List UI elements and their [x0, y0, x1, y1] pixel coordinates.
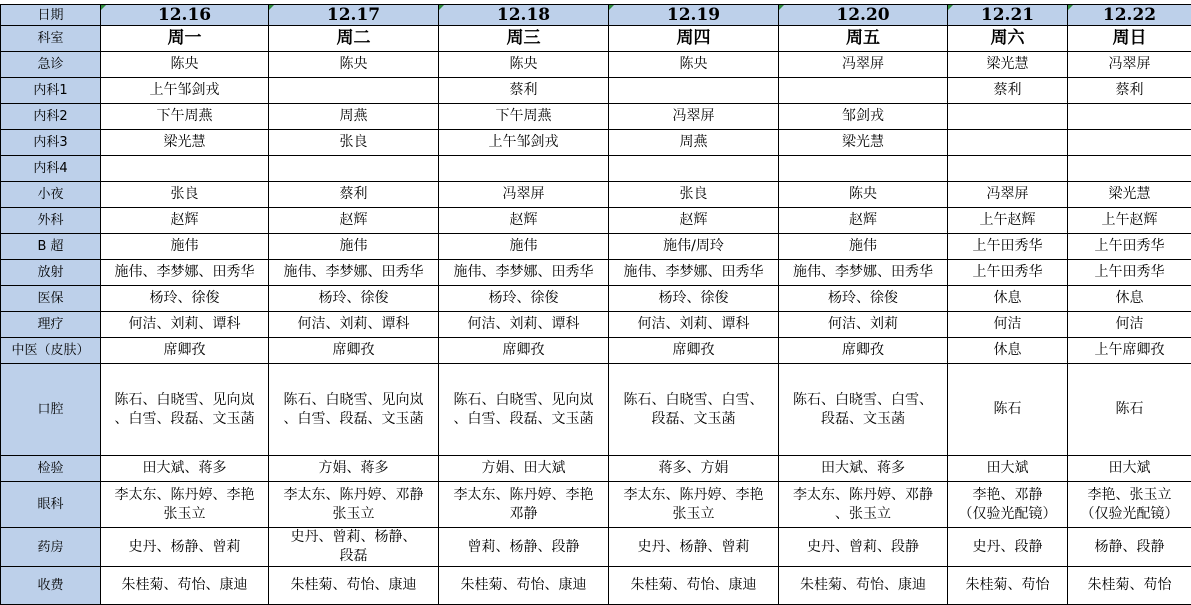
- table-row: [1, 338, 1191, 364]
- dept-label: 理疗: [1, 312, 101, 338]
- schedule-cell[interactable]: 赵辉: [609, 208, 779, 234]
- table-row: [1, 208, 1191, 234]
- table-row: [1, 52, 1191, 78]
- schedule-cell[interactable]: 朱桂菊、苟怡、康迪: [101, 567, 269, 605]
- schedule-cell[interactable]: 田大斌、蒋多: [101, 456, 269, 482]
- weekday-cell[interactable]: 周六: [948, 26, 1068, 52]
- schedule-cell[interactable]: 蔡利: [1068, 78, 1191, 104]
- schedule-cell[interactable]: 施伟: [779, 234, 948, 260]
- dept-header-label: 科室: [1, 26, 101, 52]
- table-row: [1, 482, 1191, 528]
- schedule-cell[interactable]: 陈石: [948, 364, 1068, 456]
- schedule-cell[interactable]: 上午田秀华: [948, 260, 1068, 286]
- schedule-cell[interactable]: 杨玲、徐俊: [609, 286, 779, 312]
- schedule-cell[interactable]: [779, 78, 948, 104]
- schedule-cell[interactable]: 方娟、蒋多: [269, 456, 439, 482]
- table-row: [1, 130, 1191, 156]
- schedule-cell[interactable]: 杨玲、徐俊: [269, 286, 439, 312]
- schedule-cell[interactable]: 史丹、曾莉、段静: [779, 528, 948, 567]
- dept-label: 小夜: [1, 182, 101, 208]
- schedule-cell[interactable]: 陈央: [101, 52, 269, 78]
- schedule-cell[interactable]: 席卿孜: [609, 338, 779, 364]
- weekday-cell[interactable]: 周三: [439, 26, 609, 52]
- schedule-cell[interactable]: 冯翠屏: [439, 182, 609, 208]
- schedule-cell[interactable]: 休息: [948, 338, 1068, 364]
- weekday-header-row: [1, 26, 1191, 52]
- schedule-cell[interactable]: 陈石: [1068, 364, 1191, 456]
- schedule-cell[interactable]: 蔡利: [269, 182, 439, 208]
- schedule-cell[interactable]: 朱桂菊、苟怡: [948, 567, 1068, 605]
- schedule-cell[interactable]: 李太东、陈丹婷、邓静 、张玉立: [779, 482, 948, 528]
- schedule-cell[interactable]: 席卿孜: [779, 338, 948, 364]
- schedule-cell[interactable]: 张良: [609, 182, 779, 208]
- schedule-cell[interactable]: 施伟、李梦娜、田秀华: [439, 260, 609, 286]
- schedule-table: [0, 4, 1191, 605]
- table-row: [1, 286, 1191, 312]
- date-cell[interactable]: 12.19: [609, 5, 779, 26]
- schedule-cell[interactable]: 施伟/周玲: [609, 234, 779, 260]
- dept-label: B 超: [1, 234, 101, 260]
- date-cell[interactable]: 12.22: [1068, 5, 1191, 26]
- schedule-cell[interactable]: 施伟、李梦娜、田秀华: [101, 260, 269, 286]
- schedule-cell[interactable]: 休息: [1068, 286, 1191, 312]
- schedule-cell[interactable]: 何洁: [1068, 312, 1191, 338]
- schedule-cell[interactable]: 赵辉: [779, 208, 948, 234]
- schedule-cell[interactable]: [1068, 156, 1191, 182]
- dept-label: 药房: [1, 528, 101, 567]
- schedule-cell[interactable]: 上午赵辉: [948, 208, 1068, 234]
- schedule-cell[interactable]: 何洁: [948, 312, 1068, 338]
- schedule-cell[interactable]: 施伟: [439, 234, 609, 260]
- date-cell[interactable]: 12.21: [948, 5, 1068, 26]
- schedule-cell[interactable]: 朱桂菊、苟怡: [1068, 567, 1191, 605]
- schedule-cell[interactable]: 休息: [948, 286, 1068, 312]
- schedule-cell[interactable]: 梁光慧: [1068, 182, 1191, 208]
- schedule-cell[interactable]: 朱桂菊、苟怡、康迪: [269, 567, 439, 605]
- schedule-cell[interactable]: 曾莉、杨静、段静: [439, 528, 609, 567]
- schedule-cell[interactable]: 何洁、刘莉、谭科: [101, 312, 269, 338]
- schedule-cell[interactable]: [269, 78, 439, 104]
- schedule-cell[interactable]: 赵辉: [101, 208, 269, 234]
- schedule-cell[interactable]: 赵辉: [269, 208, 439, 234]
- schedule-cell[interactable]: 陈央: [439, 52, 609, 78]
- schedule-cell[interactable]: 上午邹剑戎: [101, 78, 269, 104]
- table-row: [1, 156, 1191, 182]
- date-cell[interactable]: 12.20: [779, 5, 948, 26]
- table-row: [1, 104, 1191, 130]
- weekday-cell[interactable]: 周二: [269, 26, 439, 52]
- schedule-cell[interactable]: [269, 156, 439, 182]
- schedule-cell[interactable]: 冯翠屏: [948, 182, 1068, 208]
- schedule-cell[interactable]: 李太东、陈丹婷、邓静 张玉立: [269, 482, 439, 528]
- schedule-cell[interactable]: 施伟、李梦娜、田秀华: [269, 260, 439, 286]
- table-row: [1, 312, 1191, 338]
- schedule-cell[interactable]: 冯翠屏: [779, 52, 948, 78]
- row-header-label: 日期: [1, 5, 101, 26]
- schedule-cell[interactable]: 赵辉: [439, 208, 609, 234]
- weekday-cell[interactable]: 周四: [609, 26, 779, 52]
- table-row: [1, 364, 1191, 456]
- schedule-cell[interactable]: 陈石、白晓雪、见向岚 、白雪、段磊、文玉菡: [101, 364, 269, 456]
- table-row: [1, 182, 1191, 208]
- date-cell[interactable]: 12.17: [269, 5, 439, 26]
- schedule-cell[interactable]: 陈央: [779, 182, 948, 208]
- schedule-cell[interactable]: 李太东、陈丹婷、李艳 张玉立: [609, 482, 779, 528]
- schedule-cell[interactable]: 上午田秀华: [1068, 234, 1191, 260]
- dept-label: 外科: [1, 208, 101, 234]
- schedule-cell[interactable]: 田大斌: [1068, 456, 1191, 482]
- schedule-cell[interactable]: [948, 104, 1068, 130]
- weekday-cell[interactable]: 周日: [1068, 26, 1191, 52]
- schedule-cell[interactable]: 上午赵辉: [1068, 208, 1191, 234]
- schedule-cell[interactable]: 周燕: [609, 130, 779, 156]
- schedule-cell[interactable]: 周燕: [269, 104, 439, 130]
- schedule-cell[interactable]: 杨玲、徐俊: [101, 286, 269, 312]
- schedule-cell[interactable]: 陈石、白晓雪、白雪、 段磊、文玉菡: [609, 364, 779, 456]
- table-row: [1, 260, 1191, 286]
- dept-label: 急诊: [1, 52, 101, 78]
- table-row: [1, 528, 1191, 567]
- schedule-cell[interactable]: [609, 78, 779, 104]
- dept-label: 内科3: [1, 130, 101, 156]
- date-header-row: [1, 5, 1191, 26]
- dept-label: 医保: [1, 286, 101, 312]
- schedule-body: [1, 5, 1191, 605]
- dept-label: 中医（皮肤）: [1, 338, 101, 364]
- schedule-cell[interactable]: 梁光慧: [779, 130, 948, 156]
- table-row: [1, 456, 1191, 482]
- schedule-cell[interactable]: [609, 156, 779, 182]
- schedule-cell[interactable]: 方娟、田大斌: [439, 456, 609, 482]
- dept-label: 收费: [1, 567, 101, 605]
- schedule-cell[interactable]: 张良: [269, 130, 439, 156]
- schedule-cell[interactable]: 蔡利: [948, 78, 1068, 104]
- schedule-cell[interactable]: 李太东、陈丹婷、李艳 张玉立: [101, 482, 269, 528]
- schedule-cell[interactable]: 杨玲、徐俊: [439, 286, 609, 312]
- schedule-cell[interactable]: 李艳、张玉立 （仅验光配镜）: [1068, 482, 1191, 528]
- schedule-cell[interactable]: [1068, 130, 1191, 156]
- schedule-cell[interactable]: 史丹、曾莉、杨静、 段磊: [269, 528, 439, 567]
- schedule-cell[interactable]: 陈石、白晓雪、见向岚 、白雪、段磊、文玉菡: [439, 364, 609, 456]
- schedule-cell[interactable]: 施伟、李梦娜、田秀华: [779, 260, 948, 286]
- schedule-cell[interactable]: 朱桂菊、苟怡、康迪: [609, 567, 779, 605]
- date-cell[interactable]: 12.16: [101, 5, 269, 26]
- dept-label: 内科2: [1, 104, 101, 130]
- dept-label: 内科4: [1, 156, 101, 182]
- schedule-cell[interactable]: 上午席卿孜: [1068, 338, 1191, 364]
- table-row: [1, 567, 1191, 605]
- schedule-cell[interactable]: 席卿孜: [439, 338, 609, 364]
- dept-label: 眼科: [1, 482, 101, 528]
- schedule-cell[interactable]: 施伟: [269, 234, 439, 260]
- dept-label: 口腔: [1, 364, 101, 456]
- schedule-cell[interactable]: 陈央: [269, 52, 439, 78]
- dept-label: 放射: [1, 260, 101, 286]
- table-row: [1, 234, 1191, 260]
- schedule-cell[interactable]: 李艳、邓静 （仅验光配镜）: [948, 482, 1068, 528]
- schedule-cell[interactable]: 史丹、杨静、曾莉: [101, 528, 269, 567]
- schedule-cell[interactable]: 施伟、李梦娜、田秀华: [609, 260, 779, 286]
- schedule-cell[interactable]: 何洁、刘莉: [779, 312, 948, 338]
- schedule-cell[interactable]: [948, 130, 1068, 156]
- schedule-cell[interactable]: 邹剑戎: [779, 104, 948, 130]
- schedule-cell[interactable]: 朱桂菊、苟怡、康迪: [439, 567, 609, 605]
- schedule-cell[interactable]: 陈央: [609, 52, 779, 78]
- schedule-cell[interactable]: 史丹、杨静、曾莉: [609, 528, 779, 567]
- schedule-cell[interactable]: 下午周燕: [439, 104, 609, 130]
- schedule-cell[interactable]: 上午邹剑戎: [439, 130, 609, 156]
- schedule-cell[interactable]: 席卿孜: [269, 338, 439, 364]
- schedule-cell[interactable]: 冯翠屏: [609, 104, 779, 130]
- dept-label: 检验: [1, 456, 101, 482]
- schedule-cell[interactable]: 何洁、刘莉、谭科: [269, 312, 439, 338]
- schedule-cell[interactable]: [1068, 104, 1191, 130]
- schedule-cell[interactable]: 上午田秀华: [948, 234, 1068, 260]
- schedule-cell[interactable]: 史丹、段静: [948, 528, 1068, 567]
- schedule-cell[interactable]: 蔡利: [439, 78, 609, 104]
- schedule-cell[interactable]: 杨静、段静: [1068, 528, 1191, 567]
- schedule-cell[interactable]: 陈石、白晓雪、见向岚 、白雪、段磊、文玉菡: [269, 364, 439, 456]
- table-row: [1, 78, 1191, 104]
- schedule-cell[interactable]: 梁光慧: [101, 130, 269, 156]
- schedule-cell[interactable]: 李太东、陈丹婷、李艳 邓静: [439, 482, 609, 528]
- schedule-cell[interactable]: 席卿孜: [101, 338, 269, 364]
- schedule-cell[interactable]: 杨玲、徐俊: [779, 286, 948, 312]
- schedule-cell[interactable]: [101, 156, 269, 182]
- schedule-cell[interactable]: 梁光慧: [948, 52, 1068, 78]
- schedule-cell[interactable]: 朱桂菊、苟怡、康迪: [779, 567, 948, 605]
- weekday-cell[interactable]: 周一: [101, 26, 269, 52]
- schedule-cell[interactable]: [779, 156, 948, 182]
- schedule-cell[interactable]: [439, 156, 609, 182]
- dept-label: 内科1: [1, 78, 101, 104]
- date-cell[interactable]: 12.18: [439, 5, 609, 26]
- schedule-cell[interactable]: 蒋多、方娟: [609, 456, 779, 482]
- schedule-cell[interactable]: 下午周燕: [101, 104, 269, 130]
- schedule-cell[interactable]: 施伟: [101, 234, 269, 260]
- schedule-cell[interactable]: 陈石、白晓雪、白雪、 段磊、文玉菡: [779, 364, 948, 456]
- schedule-cell[interactable]: 张良: [101, 182, 269, 208]
- schedule-cell[interactable]: 上午田秀华: [1068, 260, 1191, 286]
- weekday-cell[interactable]: 周五: [779, 26, 948, 52]
- schedule-cell[interactable]: [948, 156, 1068, 182]
- schedule-cell[interactable]: 何洁、刘莉、谭科: [439, 312, 609, 338]
- schedule-cell[interactable]: 田大斌、蒋多: [779, 456, 948, 482]
- schedule-cell[interactable]: 何洁、刘莉、谭科: [609, 312, 779, 338]
- schedule-cell[interactable]: 田大斌: [948, 456, 1068, 482]
- schedule-cell[interactable]: 冯翠屏: [1068, 52, 1191, 78]
